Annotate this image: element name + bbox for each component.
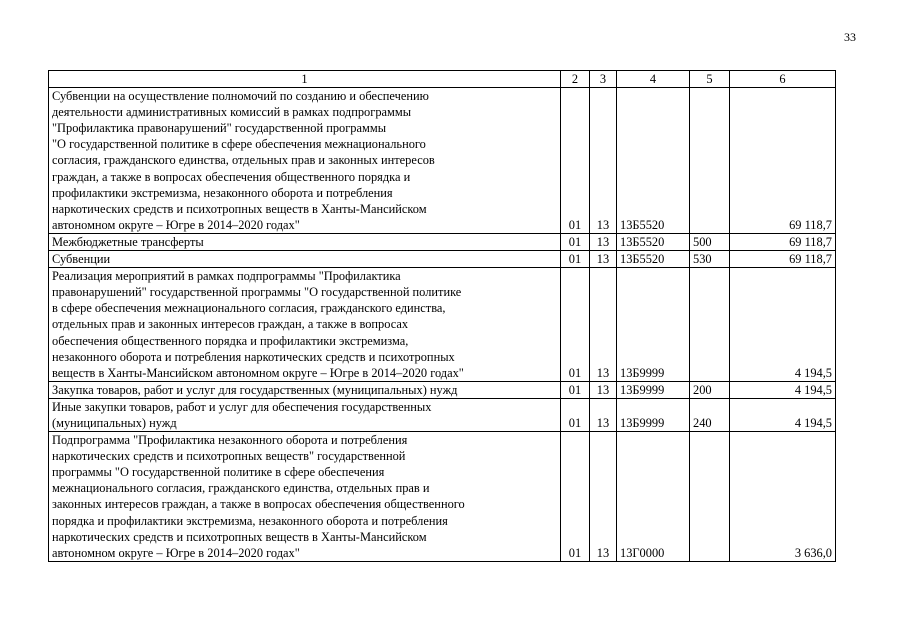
- description-line: программы "О государственной политике в сфере обеспечения: [52, 465, 385, 480]
- column-header-3: 3: [590, 71, 617, 88]
- row-description: [49, 88, 561, 234]
- row-description: [49, 233, 561, 250]
- subsection-code: 13: [590, 398, 617, 431]
- table-row: [49, 432, 836, 562]
- row-description: [49, 398, 561, 431]
- description-line: в сфере обеспечения межнационального согласия, гражданского единства,: [52, 301, 446, 316]
- description-line: наркотических средств и психотропных веществ в Ханты-Мансийском: [52, 201, 427, 216]
- amount: 69 118,7: [730, 88, 836, 234]
- description-line: "Профилактика правонарушений" государственной программы: [52, 121, 387, 136]
- table-row: [49, 268, 836, 382]
- subsection-code: 13: [590, 233, 617, 250]
- description-line: автономном округе – Югре в 2014–2020 годах": [52, 545, 300, 560]
- target-article-code: 13Б5520: [617, 251, 690, 268]
- column-header-4: 4: [617, 71, 690, 88]
- description-line: наркотических средств и психотропных веществ" государственной: [52, 449, 406, 464]
- header-row: [49, 71, 836, 88]
- column-header-1: 1: [49, 71, 561, 88]
- row-description: [49, 432, 561, 562]
- budget-table: [48, 70, 836, 562]
- table-row: [49, 233, 836, 250]
- description-line: наркотических средств и психотропных веществ в Ханты-Мансийском: [52, 529, 427, 544]
- target-article-code: 13Б9999: [617, 398, 690, 431]
- expense-type-code: 530: [690, 251, 730, 268]
- table-row: [49, 398, 836, 431]
- section-code: 01: [561, 251, 590, 268]
- description-line: профилактики экстремизма, незаконного оборота и потребления: [52, 185, 393, 200]
- description-line: "О государственной политике в сфере обеспечения межнационального: [52, 137, 426, 152]
- description-line: (муниципальных) нужд: [52, 415, 177, 430]
- row-description: [49, 268, 561, 382]
- subsection-code: 13: [590, 432, 617, 562]
- expense-type-code: 500: [690, 233, 730, 250]
- row-description: [49, 381, 561, 398]
- description-line: Межбюджетные трансферты: [52, 234, 204, 249]
- description-line: правонарушений" государственной программы "О государственной политике: [52, 285, 462, 300]
- description-line: Закупка товаров, работ и услуг для государственных (муниципальных) нужд: [52, 382, 458, 397]
- amount: 3 636,0: [730, 432, 836, 562]
- description-line: веществ в Ханты-Мансийском автономном округе – Югре в 2014–2020 годах": [52, 365, 464, 380]
- expense-type-code: 200: [690, 381, 730, 398]
- section-code: 01: [561, 268, 590, 382]
- table-row: [49, 88, 836, 234]
- section-code: 01: [561, 432, 590, 562]
- description-line: законных интересов граждан, а также в вопросах обеспечения общественного: [52, 497, 465, 512]
- amount: 4 194,5: [730, 381, 836, 398]
- description-line: автономном округе – Югре в 2014–2020 годах": [52, 217, 300, 232]
- subsection-code: 13: [590, 268, 617, 382]
- section-code: 01: [561, 398, 590, 431]
- section-code: 01: [561, 381, 590, 398]
- amount: 69 118,7: [730, 233, 836, 250]
- amount: 4 194,5: [730, 398, 836, 431]
- description-line: незаконного оборота и потребления наркотических средств и психотропных: [52, 349, 455, 364]
- section-code: 01: [561, 88, 590, 234]
- description-line: Иные закупки товаров, работ и услуг для обеспечения государственных: [52, 399, 432, 414]
- table-row: [49, 381, 836, 398]
- expense-type-code: [690, 268, 730, 382]
- description-line: Субвенции: [52, 252, 111, 267]
- description-line: обеспечения общественного порядка и профилактики экстремизма,: [52, 333, 409, 348]
- description-line: порядка и профилактики экстремизма, незаконного оборота и потребления: [52, 513, 448, 528]
- description-line: деятельности административных комиссий в рамках подпрограммы: [52, 105, 412, 120]
- description-line: межнационального согласия, гражданского единства, отдельных прав и: [52, 481, 430, 496]
- row-description: [49, 251, 561, 268]
- target-article-code: 13Г0000: [617, 432, 690, 562]
- description-line: граждан, а также в вопросах обеспечения общественного порядка и: [52, 169, 411, 184]
- column-header-2: 2: [561, 71, 590, 88]
- column-header-5: 5: [690, 71, 730, 88]
- description-line: Реализация мероприятий в рамках подпрограммы "Профилактика: [52, 269, 401, 284]
- description-line: Субвенции на осуществление полномочий по созданию и обеспечению: [52, 89, 429, 104]
- section-code: 01: [561, 233, 590, 250]
- amount: 69 118,7: [730, 251, 836, 268]
- target-article-code: 13Б5520: [617, 88, 690, 234]
- target-article-code: 13Б9999: [617, 268, 690, 382]
- amount: 4 194,5: [730, 268, 836, 382]
- target-article-code: 13Б5520: [617, 233, 690, 250]
- subsection-code: 13: [590, 88, 617, 234]
- page-number: 33: [844, 30, 856, 44]
- table-row: [49, 251, 836, 268]
- column-header-6: 6: [730, 71, 836, 88]
- table-body: [49, 88, 836, 562]
- subsection-code: 13: [590, 251, 617, 268]
- description-line: Подпрограмма "Профилактика незаконного оборота и потребления: [52, 433, 408, 448]
- expense-type-code: [690, 88, 730, 234]
- expense-type-code: 240: [690, 398, 730, 431]
- subsection-code: 13: [590, 381, 617, 398]
- expense-type-code: [690, 432, 730, 562]
- description-line: согласия, гражданского единства, отдельных прав и законных интересов: [52, 153, 435, 168]
- target-article-code: 13Б9999: [617, 381, 690, 398]
- description-line: отдельных прав и законных интересов граждан, а также в вопросах: [52, 317, 409, 332]
